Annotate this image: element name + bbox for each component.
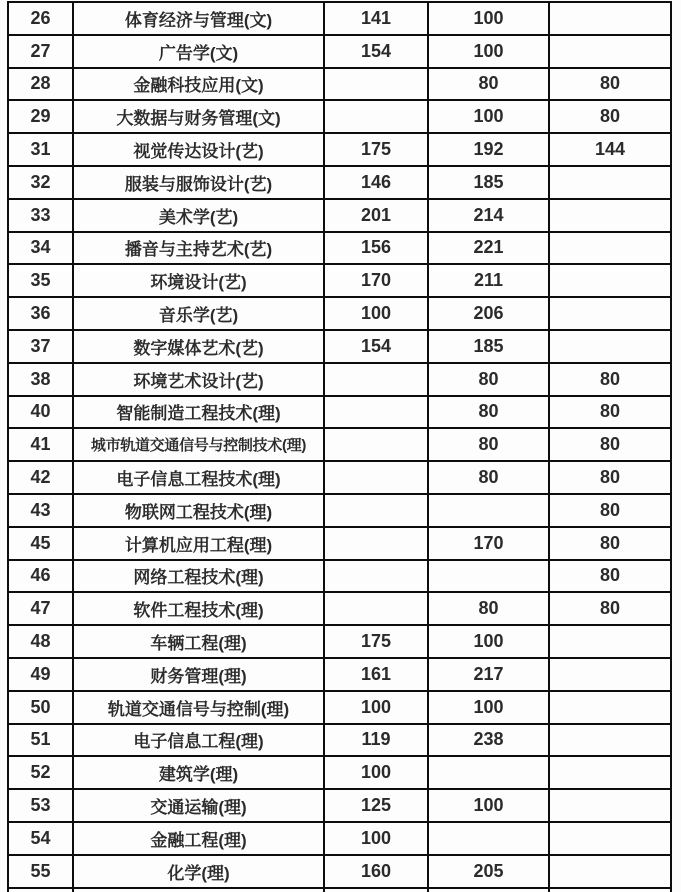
value2-cell <box>428 822 549 855</box>
table-row <box>8 35 671 68</box>
row-number-cell: 38 <box>8 363 73 396</box>
major-name-cell: 广告学(文) <box>73 35 324 68</box>
value3-cell: 80 <box>549 396 671 429</box>
value1-cell: 160 <box>324 855 428 888</box>
table-row <box>8 330 671 363</box>
value2-cell: 100 <box>428 100 549 133</box>
table-row <box>8 297 671 330</box>
value1-cell <box>324 396 428 429</box>
value3-cell <box>549 855 671 888</box>
value3-cell <box>549 35 671 68</box>
table-row <box>8 133 671 166</box>
major-name-cell: 金融科技应用(文) <box>73 68 324 101</box>
value2-cell: 100 <box>428 691 549 724</box>
value2-cell: 100 <box>428 789 549 822</box>
major-name-cell: 轨道交通信号与控制(理) <box>73 691 324 724</box>
empty-cell <box>549 888 671 892</box>
major-name-cell: 环境艺术设计(艺) <box>73 363 324 396</box>
major-name-cell: 网络工程技术(理) <box>73 560 324 593</box>
value2-cell: 214 <box>428 199 549 232</box>
value3-cell: 80 <box>549 560 671 593</box>
row-number-cell: 26 <box>8 2 73 35</box>
table-row <box>8 264 671 297</box>
value2-cell: 100 <box>428 625 549 658</box>
row-number-cell: 33 <box>8 199 73 232</box>
value2-cell: 238 <box>428 724 549 757</box>
table-row <box>8 658 671 691</box>
row-number-cell: 52 <box>8 756 73 789</box>
row-number-cell: 32 <box>8 166 73 199</box>
row-number-cell: 31 <box>8 133 73 166</box>
row-number-cell: 43 <box>8 494 73 527</box>
value3-cell: 80 <box>549 592 671 625</box>
value2-cell: 100 <box>428 2 549 35</box>
value1-cell: 156 <box>324 232 428 265</box>
value3-cell <box>549 625 671 658</box>
value2-cell <box>428 756 549 789</box>
value2-cell: 221 <box>428 232 549 265</box>
table-row <box>8 560 671 593</box>
value1-cell: 125 <box>324 789 428 822</box>
value3-cell <box>549 264 671 297</box>
value3-cell <box>549 199 671 232</box>
value2-cell: 100 <box>428 35 549 68</box>
table-row <box>8 691 671 724</box>
value3-cell: 80 <box>549 100 671 133</box>
major-name-cell: 播音与主持艺术(艺) <box>73 232 324 265</box>
row-number-cell: 29 <box>8 100 73 133</box>
value2-cell <box>428 560 549 593</box>
row-number-cell: 34 <box>8 232 73 265</box>
value3-cell: 80 <box>549 461 671 494</box>
value2-cell: 80 <box>428 428 549 461</box>
empty-cell <box>8 888 73 892</box>
row-number-cell: 47 <box>8 592 73 625</box>
empty-cell <box>428 888 549 892</box>
table-row <box>8 724 671 757</box>
value1-cell <box>324 560 428 593</box>
row-number-cell: 46 <box>8 560 73 593</box>
value2-cell: 185 <box>428 330 549 363</box>
row-number-cell: 41 <box>8 428 73 461</box>
value1-cell <box>324 428 428 461</box>
table-row <box>8 527 671 560</box>
row-number-cell: 55 <box>8 855 73 888</box>
major-name-cell: 大数据与财务管理(文) <box>73 100 324 133</box>
value1-cell <box>324 461 428 494</box>
row-number-cell: 27 <box>8 35 73 68</box>
value2-cell: 211 <box>428 264 549 297</box>
value2-cell: 170 <box>428 527 549 560</box>
value1-cell: 146 <box>324 166 428 199</box>
value1-cell: 154 <box>324 330 428 363</box>
value3-cell <box>549 297 671 330</box>
value3-cell <box>549 330 671 363</box>
value3-cell: 80 <box>549 363 671 396</box>
value1-cell: 100 <box>324 756 428 789</box>
value1-cell: 100 <box>324 691 428 724</box>
major-name-cell: 化学(理) <box>73 855 324 888</box>
row-number-cell: 49 <box>8 658 73 691</box>
value1-cell: 175 <box>324 625 428 658</box>
value3-cell <box>549 789 671 822</box>
major-name-cell: 智能制造工程技术(理) <box>73 396 324 429</box>
value1-cell: 175 <box>324 133 428 166</box>
table-row <box>8 363 671 396</box>
row-number-cell: 53 <box>8 789 73 822</box>
table-row <box>8 396 671 429</box>
table-row <box>8 166 671 199</box>
major-name-cell: 体育经济与管理(文) <box>73 2 324 35</box>
value1-cell <box>324 494 428 527</box>
major-name-cell: 电子信息工程(理) <box>73 724 324 757</box>
table-row <box>8 68 671 101</box>
row-number-cell: 42 <box>8 461 73 494</box>
value2-cell: 80 <box>428 396 549 429</box>
value3-cell <box>549 658 671 691</box>
partial-next-row <box>8 888 671 892</box>
table-row <box>8 428 671 461</box>
table-row <box>8 199 671 232</box>
row-number-cell: 48 <box>8 625 73 658</box>
major-name-cell: 数字媒体艺术(艺) <box>73 330 324 363</box>
table-row <box>8 855 671 888</box>
major-name-cell: 美术学(艺) <box>73 199 324 232</box>
major-name-cell: 城市轨道交通信号与控制技术(理) <box>73 428 324 461</box>
major-name-cell: 车辆工程(理) <box>73 625 324 658</box>
value1-cell: 201 <box>324 199 428 232</box>
row-number-cell: 40 <box>8 396 73 429</box>
empty-cell <box>324 888 428 892</box>
table-row <box>8 461 671 494</box>
row-number-cell: 37 <box>8 330 73 363</box>
major-name-cell: 视觉传达设计(艺) <box>73 133 324 166</box>
value3-cell <box>549 166 671 199</box>
value1-cell <box>324 592 428 625</box>
value3-cell <box>549 724 671 757</box>
value3-cell <box>549 691 671 724</box>
value1-cell: 170 <box>324 264 428 297</box>
value2-cell: 206 <box>428 297 549 330</box>
empty-cell <box>73 888 324 892</box>
value3-cell: 80 <box>549 68 671 101</box>
value1-cell: 119 <box>324 724 428 757</box>
value2-cell: 192 <box>428 133 549 166</box>
value1-cell <box>324 527 428 560</box>
major-name-cell: 物联网工程技术(理) <box>73 494 324 527</box>
major-name-cell: 建筑学(理) <box>73 756 324 789</box>
table-row <box>8 494 671 527</box>
value3-cell <box>549 232 671 265</box>
value2-cell <box>428 494 549 527</box>
value2-cell: 205 <box>428 855 549 888</box>
major-name-cell: 服装与服饰设计(艺) <box>73 166 324 199</box>
value3-cell: 80 <box>549 428 671 461</box>
value1-cell: 141 <box>324 2 428 35</box>
row-number-cell: 36 <box>8 297 73 330</box>
table-row <box>8 756 671 789</box>
value3-cell: 80 <box>549 494 671 527</box>
major-name-cell: 电子信息工程技术(理) <box>73 461 324 494</box>
table-row <box>8 592 671 625</box>
value1-cell: 154 <box>324 35 428 68</box>
majors-scores-table <box>7 1 672 892</box>
value3-cell: 144 <box>549 133 671 166</box>
row-number-cell: 50 <box>8 691 73 724</box>
table-row <box>8 822 671 855</box>
value3-cell: 80 <box>549 527 671 560</box>
major-name-cell: 财务管理(理) <box>73 658 324 691</box>
value1-cell: 100 <box>324 297 428 330</box>
value2-cell: 80 <box>428 68 549 101</box>
value2-cell: 217 <box>428 658 549 691</box>
value2-cell: 80 <box>428 592 549 625</box>
value3-cell <box>549 822 671 855</box>
value1-cell: 161 <box>324 658 428 691</box>
table-row <box>8 789 671 822</box>
row-number-cell: 45 <box>8 527 73 560</box>
major-name-cell: 环境设计(艺) <box>73 264 324 297</box>
value1-cell <box>324 363 428 396</box>
major-name-cell: 交通运输(理) <box>73 789 324 822</box>
table-row <box>8 2 671 35</box>
table-row <box>8 625 671 658</box>
major-name-cell: 音乐学(艺) <box>73 297 324 330</box>
value1-cell: 100 <box>324 822 428 855</box>
value2-cell: 185 <box>428 166 549 199</box>
value2-cell: 80 <box>428 461 549 494</box>
value2-cell: 80 <box>428 363 549 396</box>
value1-cell <box>324 68 428 101</box>
table-body <box>8 2 671 892</box>
major-name-cell: 计算机应用工程(理) <box>73 527 324 560</box>
row-number-cell: 51 <box>8 724 73 757</box>
row-number-cell: 28 <box>8 68 73 101</box>
major-name-cell: 金融工程(理) <box>73 822 324 855</box>
table-row <box>8 232 671 265</box>
row-number-cell: 35 <box>8 264 73 297</box>
value3-cell <box>549 756 671 789</box>
value1-cell <box>324 100 428 133</box>
table-row <box>8 100 671 133</box>
value3-cell <box>549 2 671 35</box>
major-name-cell: 软件工程技术(理) <box>73 592 324 625</box>
row-number-cell: 54 <box>8 822 73 855</box>
